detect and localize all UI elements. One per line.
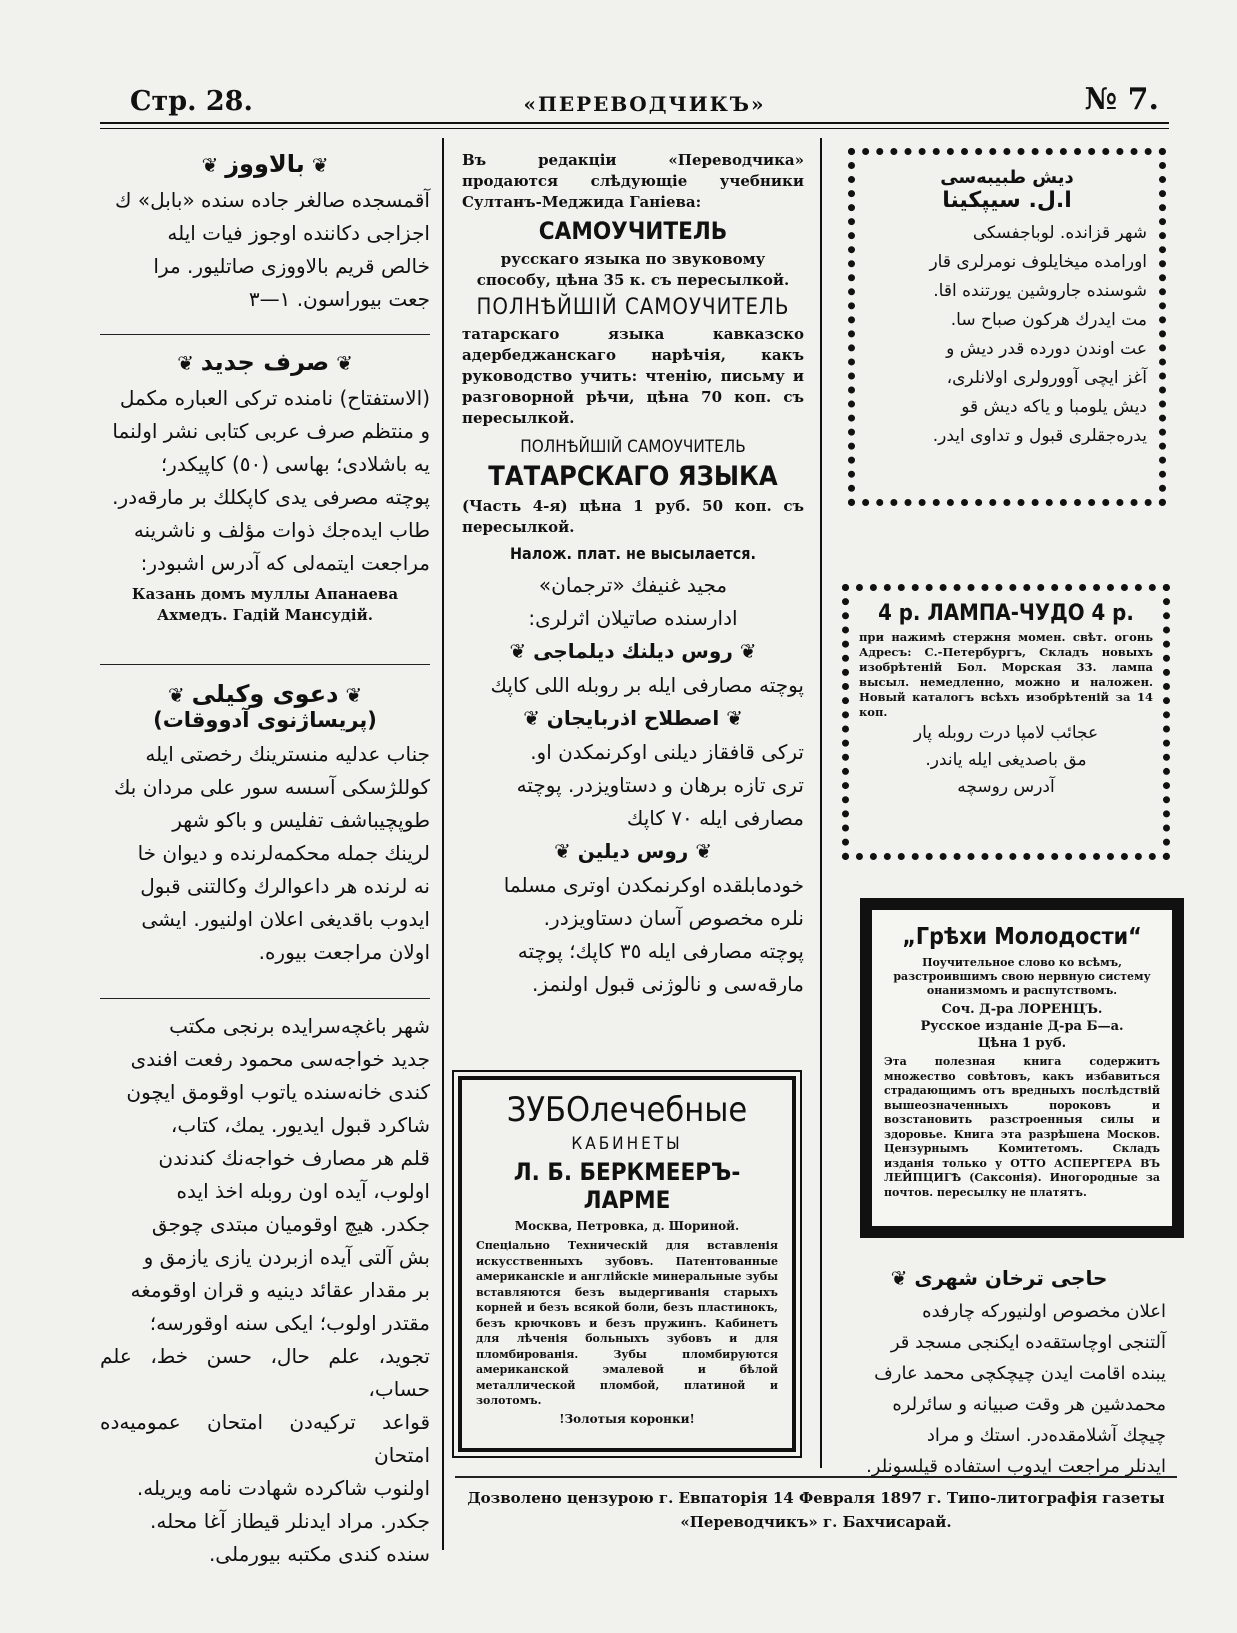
tooth-line: آغز ايچى آوورولرى اولانلرى، [946, 368, 1147, 388]
ar-books-head: مجيد غنيفك «ترجمان» [538, 573, 728, 597]
ornament-icon: ❦ [167, 683, 192, 707]
ad-text-line: سنده كندى مكتبه بيورملى. [208, 1542, 430, 1566]
footer-line1: Дозволено цензурою г. Евпаторія 14 Февраля 1897 г. Типо-литографія газеты [467, 1489, 1165, 1507]
ad-balauz [100, 150, 430, 316]
item2-line: ترى تازه برهان و دستاويزدر. پوچته [516, 773, 804, 797]
newspaper-title: «ПЕРЕВОДЧИКЪ» [523, 92, 766, 116]
ad-text-line: طوپچيباشف تفليس و باكو شهر [172, 808, 430, 832]
ad-address-ru: Казань домъ муллы Апанаева Ахмедъ. Гадій Мансудій. [131, 585, 399, 624]
haji-line: محمدشين هر وقت صبيانه و سائرلره [892, 1394, 1166, 1415]
lamp-ar-line: مق باصديغى ايله ياندر. [925, 750, 1087, 770]
dental-address: Москва, Петровка, д. Шориной. [514, 1219, 740, 1233]
tooth-line: اورامده ميخايلوف نومرلرى قار [929, 252, 1147, 272]
ad-text-line: و منتظم صرف عربى كتابى نشر اولنما [112, 419, 430, 443]
item3-line: مارقه‌سى و نالوژنى قبول اولنمز. [531, 972, 804, 996]
ad-text-line: خالص قريم بالاووزى صاتليور. مرا [153, 254, 430, 278]
sins-edition: Русское изданіе Д-ра Б—а. [920, 1019, 1124, 1034]
separator [100, 334, 430, 335]
ad-text-line: تجويد، علم حال، حسن خط، علم حساب، [100, 1344, 430, 1401]
tooth-line: شوسنده جاروشين يورتنده اقا. [933, 281, 1147, 301]
ornament-icon: ❦ [719, 706, 743, 730]
ornament-icon: ❦ [688, 839, 713, 863]
haji-line: آلتنجى اوچاستقه‌ده ايكنجى مسجد قر [890, 1332, 1166, 1353]
ad-sarf-title: صرف جديد [200, 348, 330, 376]
book1-desc: русскаго языка по звуковому способу, цѣна 35 к. съ пересылкой. [476, 250, 790, 289]
ornament-icon: ❦ [732, 639, 757, 663]
ad-school [100, 1010, 430, 1571]
ad-text-line: قلم هر مصارف خواجه‌نك كندندن [158, 1146, 430, 1170]
ad-text-line: جديد خواجه‌سى محمود رفعت افندى [130, 1047, 430, 1071]
tooth-line: يدره‌جقلرى قبول و تداوى ايدر. [932, 426, 1147, 446]
ornament-icon: ❦ [509, 639, 534, 663]
item2-line: تركى قافقاز ديلنى اوكرنمكدن او. [530, 740, 804, 764]
sins-body: Эта полезная книга содержитъ множество совѣтовъ, какъ избавиться страдающимъ отъ вредныхъ послѣдствій вышеозначенныхъ пороковъ и возстановить разстроенныя силы и здоровье. Книга эта разрѣшена Москов. Цензурнымъ Комитетомъ. Складъ изданія только у ОТТО АСПЕРГЕРА ВЪ ЛЕЙПЦИГѢ (Саксонія). Иногородные за почтов. пересылку не платятъ. [884, 1055, 1160, 1199]
ad-text-line: طاب ايده‌جك ذوات مؤلف و ناشرينه [133, 518, 430, 542]
ornament-icon: ❦ [177, 351, 201, 375]
item1-title: روس ديلنك ديلماجى [533, 639, 733, 663]
item2-title: اصطلاح اذربايجان [546, 706, 720, 730]
ad-text-line: شهر باغچه‌سرايده برنجى مكتب [169, 1014, 430, 1038]
footer-line2: «Переводчикъ» г. Бахчисарай. [680, 1513, 952, 1531]
lamp-ad [842, 584, 1170, 860]
dental-body: Спеціально Техническій для вставленія искусственныхъ зубовъ. Патентованные американскіе и англійскіе минеральные зубы вставляются безъ выдергиванія старыхъ корней и безъ всякой боли, безъ пластинокъ, безъ крючковъ и безъ пружинъ. Кабинетъ для лѣченія больныхъ зубовъ и для пломбированія. Зубы пломбируются американской эмалевой и бѣлой металлической пломбой, платиной и золотомъ. [476, 1239, 778, 1407]
ad-text-line: بش آلتى آيده ازبردن يازى يازمق و [143, 1245, 430, 1269]
middle-column [462, 150, 804, 1001]
page-number: Стр. 28. [130, 86, 253, 117]
ad-advocate-title: دعوى وكيلى [191, 680, 339, 708]
ad-text-line: نه لرنده هر داعوالرك وكالتنى قبول [140, 874, 430, 898]
lamp-ar-line: آدرس روسچه [957, 777, 1055, 797]
ad-text-line: ايدوب باقديغى اعلان اولنيور. ايشى [141, 907, 430, 931]
ar-books-head2: ادارسنده صاتيلان اثرلرى: [528, 606, 738, 630]
haji-line: چيچك آشلامقده‌در. استك و مراد [926, 1425, 1166, 1446]
ad-text-line: آقمسجده صالغر جاده سنده «بابل» ك [115, 188, 430, 212]
book3-title-b: ТАТАРСКАГО ЯЗЫКА [488, 461, 778, 492]
ad-text-line: جعت بيوراسون. ١—٣ [248, 287, 430, 311]
dental-title-a: ЗУБО [506, 1090, 591, 1130]
sins-of-youth-ad [860, 898, 1184, 1238]
book2-desc: татарскаго языка кавказско адербеджанскаго нарѣчія, какъ руководство учить: чтенію, письму и разговорной рѣчи, цѣна 70 коп. съ пересылкой. [462, 325, 804, 427]
ad-text-line: شاكرد قبول ايديور. يمك، كتاب، [170, 1113, 430, 1137]
tooth-line: عت اوندن دورده قدر ديش و [946, 339, 1147, 359]
ad-sarf-jadid [100, 348, 430, 626]
book3-desc: (Часть 4-я) цѣна 1 руб. 50 коп. съ пересылкой. [462, 497, 804, 536]
tooth-title2: ا.ل. سيپكينا [942, 188, 1072, 213]
ornament-icon: ❦ [304, 153, 329, 177]
ad-text-line: جكدر. مراد ايدنلر قيطاز آغا محله. [150, 1509, 430, 1533]
ad-text-line: اولنوب شاكرده شهادت نامه ويريله. [136, 1476, 430, 1500]
ad-text-line: (الاستفتاح) نامنده تركى العباره مكمل [119, 386, 430, 410]
haji-title: حاجى ترخان شهرى [914, 1266, 1108, 1290]
books-intro: Въ редакціи «Переводчика» продаются слѣдующіе учебники Султанъ-Меджида Ганіева: [462, 151, 804, 211]
lamp-title: ЛАМПА-ЧУДО [927, 601, 1085, 626]
ad-text-line: قواعد تركيه‌دن امتحان عموميه‌ده امتحان [100, 1410, 430, 1467]
sins-title: „Грѣхи Молодости“ [902, 924, 1142, 950]
dental-ad-box [458, 1076, 796, 1452]
ad-text-line: جناب عدليه منسترينك رخصتى ايله [145, 742, 430, 766]
column-divider-left [442, 138, 444, 1550]
lamp-price-right: 4 р. [1091, 601, 1134, 626]
item2-line: مصارفى ايله ٧٠ كاپك [626, 806, 804, 830]
censorship-footer [455, 1486, 1177, 1534]
ad-text-line: جكدر. هيچ اوقوميان مبتدى چوجق [151, 1212, 430, 1236]
item3-line: نلره مخصوص آسان دستاويزدر. [543, 906, 804, 930]
separator [100, 998, 430, 999]
tooth-title1: ديش طبيبه‌سى [940, 167, 1074, 188]
ad-text-line: پوچته مصرفى يدى كاپكلك بر مارقه‌در. [112, 485, 430, 509]
item1-line: پوچته مصارفى ايله بر روبله اللى كاپك [490, 673, 804, 697]
tooth-line: شهر قزانده. لوباجفسكى [972, 223, 1147, 243]
ad-text-line: يه باشلادى؛ بهاسى (٥٠) كاپيكدر؛ [160, 452, 430, 476]
item3-line: خودمابلقده اوكرنمكدن اوترى مسلما [503, 873, 804, 897]
item3-title: روس ديلين [577, 839, 689, 863]
tooth-line: مت ايدرك هركون صباح سا. [950, 310, 1147, 330]
dental-tagline: !Золотыя коронки! [559, 1411, 695, 1426]
ad-text-line: لرينك جمله محكمه‌لرنده و ديوان خا [137, 841, 430, 865]
ornament-icon: ❦ [523, 706, 547, 730]
lamp-body: при нажимѣ стержня момен. свѣт. огонь Адресъ: С.-Петербургъ, Складъ новыхъ изобрѣтеній Бол. Морская 33. лампа высыл. немедленно, можно и наложен. Новый каталогъ всѣхъ изобрѣтеній за 14 коп. [859, 630, 1153, 719]
dental-title-b: лечебные [590, 1090, 748, 1130]
book3-title-a: ПОЛНѢЙШІЙ САМОУЧИТЕЛЬ [520, 437, 746, 457]
haji-line: يبنده اقامت ايدن چيچكچى محمد عارف [874, 1363, 1166, 1384]
ornament-icon: ❦ [338, 683, 363, 707]
ad-text-line: مقتدر اولوب؛ ايكى سنه اوقورسه؛ [149, 1311, 430, 1335]
lamp-ar-line: عجائب لامپا درت روبله پار [913, 723, 1099, 743]
lamp-price: 4 р. [878, 601, 921, 626]
sins-author: Соч. Д-ра ЛОРЕНЦЪ. [941, 1002, 1103, 1017]
sins-line1: Поучительное слово ко всѣмъ, разстроившимъ свою нервную систему онанизмомъ и распутствомъ. [893, 956, 1151, 997]
no-cod-note: Налож. плат. не высылается. [509, 544, 757, 563]
ornament-icon: ❦ [553, 839, 578, 863]
tooth-doctor-ad [848, 148, 1166, 506]
header-rule-thin [100, 128, 1169, 129]
footer-rule [455, 1476, 1177, 1478]
ad-text-line: بر مقدار عقائد دينيه و قران اوقومغه [130, 1278, 430, 1302]
ornament-icon: ❦ [329, 351, 353, 375]
tooth-line: ديش يلومبا و ياكه ديش قو [961, 397, 1147, 417]
ad-text-line: اجزاجى دكاننده اوجوز فيات ايله [167, 221, 430, 245]
ad-text-line: مراجعت ايتمه‌لى كه آدرس اشبودر: [140, 551, 430, 575]
haji-line: اعلان مخصوص اولنيوركه چارفده [922, 1301, 1166, 1322]
ad-advocate [100, 680, 430, 969]
left-column [100, 150, 430, 316]
sins-price: Цѣна 1 руб. [977, 1036, 1067, 1051]
ad-advocate-subtitle: (پريساژنوى آدووقات) [153, 708, 377, 732]
header-rule [100, 122, 1169, 124]
ornament-icon: ❦ [201, 153, 226, 177]
ad-text-line: اولان مراجعت بيوره. [258, 940, 430, 964]
ad-text-line: كوللژسكى آسسه سور على مردان بك [113, 775, 430, 799]
dental-name: Л. Б. БЕРКМЕЕРЪ-ЛАРМЕ [513, 1158, 741, 1214]
book1-title: САМОУЧИТЕЛЬ [538, 217, 728, 245]
column-divider-right [820, 138, 822, 1468]
ad-text-line: اولوب، آيده اون روبله اخذ ايده [176, 1179, 430, 1203]
haji-line: ايدنلر مراجعت ايدوب استفاده قيلسونلر. [866, 1456, 1166, 1477]
ad-balauz-title: بالاووز [225, 150, 305, 178]
haji-tarkhan-ad [832, 1266, 1166, 1482]
ad-text-line: كندى خانه‌سنده ياتوب اوقومق ايچون [126, 1080, 430, 1104]
dental-subtitle: КАБИНЕТЫ [571, 1134, 683, 1154]
separator [100, 664, 430, 665]
book2-title: ПОЛНѢЙШІЙ САМОУЧИТЕЛЬ [476, 295, 790, 320]
item3-line: پوچته مصارفى ايله ٣٥ كاپك؛ پوچته [517, 939, 804, 963]
ornament-icon: ❦ [890, 1266, 915, 1290]
issue-number: № 7. [1084, 82, 1159, 117]
